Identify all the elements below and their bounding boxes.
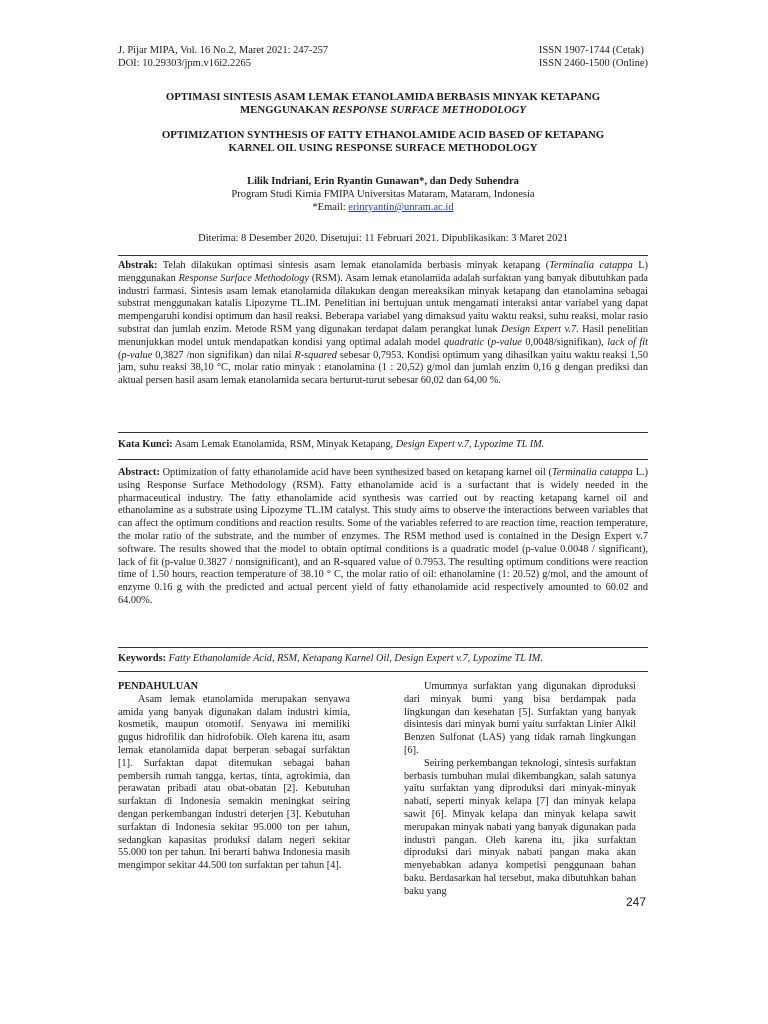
journal-info: J. Pijar MIPA, Vol. 16 No.2, Maret 2021: 247-257: [118, 45, 329, 56]
abstract-english: [118, 467, 648, 608]
abstrak-text: 0,0048/signifikan),: [521, 336, 608, 348]
kata-kunci-label: Kata Kunci:: [118, 439, 173, 450]
abstrak-text: 0,3827 /non signifikan) dan nilai: [152, 349, 295, 361]
abstrak-text: quadratic: [444, 336, 485, 348]
abstrak: [118, 260, 648, 388]
abstrak-text: Telah dilakukan optimasi sintesis asam lemak etanolamida berbasis minyak ketapang (: [157, 260, 550, 271]
body-paragraph: Seiring perkembangan teknologi, sintesis surfaktan berbasis tumbuhan mulai dikembangkan, salah satunya yaitu surfaktan yang diproduksi dari minyak-minyak nabati, seperti minyak kelapa [7] dan minyak kelapa sawit [6]. Minyak kelapa dan minyak kelapa sawit merupakan minyak nabati yang banyak digunakan pada industri pangan. Oleh karena itu, jika surfaktan diproduksi dari minyak nabati pangan maka akan menyebabkan adanya kompetisi penggunaan bahan baku. Berdasarkan hal tersebut, maka dibutuhkan bahan baku yang: [404, 757, 636, 897]
abstrak-text: Design Expert v.7: [500, 323, 577, 335]
divider: [118, 255, 648, 256]
abstrak-text: Terminalia catappa: [549, 260, 633, 271]
title-id-line2-a: MENGGUNAKAN: [239, 104, 333, 116]
abstrak-text: p-value: [121, 349, 153, 361]
page-number: 247: [626, 895, 647, 909]
body-column-right: [404, 681, 636, 899]
title-id-line2-b: RESPONSE SURFACE METHODOLOGY: [332, 104, 527, 116]
title-indonesian: [118, 91, 648, 117]
body-column-left: [118, 681, 350, 873]
abstrak-label: Abstrak:: [118, 260, 158, 271]
divider: [118, 459, 648, 460]
abstrak-text: p-value: [491, 336, 522, 348]
body-paragraph: Asam lemak etanolamida merupakan senyawa amida yang banyak digunakan dalam industri kimia, kosmetik, maupun otomotif. Senyawa ini memiliki gugus hidrofilik dan hidrofobik. Oleh karena itu, asam lemak etanolamida dapat berperan sebagai surfaktan [1]. Surfaktan dapat ditemukan sebagai bahan pembersih rumah tangga, kertas, tinta, agrokimia, dan perawatan pribadi atau obat-obatan [2]. Kebutuhan surfaktan di Indonesia semakin meningkat seiring dengan perkembangan industri deterjen [3]. Kebutuhan surfaktan di Indonesia sekitar 95.000 ton per tahun, sedangkan kapasitas produksi dalam negeri sekitar 55.000 ton per tahun. Ini berarti bahwa Indonesia masih mengimpor sekitar 44.500 ton surfaktan per tahun [4].: [118, 693, 350, 872]
keywords-label: Keywords:: [118, 653, 167, 664]
affiliation: Program Studi Kimia FMIPA Universitas Mataram, Mataram, Indonesia: [231, 189, 535, 200]
issn-header: [539, 44, 648, 70]
abstract-label: Abstract:: [118, 467, 160, 478]
abstract-text: L.) using Response Surface Methodology (RSM). Fatty ethanolamide acid is a surfactant that is widely needed in the pharmaceutical industry. The fatty ethanolamide acid synthesis was carried out by reacting ketapang karnel oil and ethanolamine as a substrate using Lipozyme TL.IM catalyst. This study aims to observe the interactions between variables that can affect the optimum conditions and reaction results. Some of the variables referred to are reaction time, reaction temperature, the molar ratio of the substrate, and the number of enzymes. The RSM method used is contained in the Design Expert v.7 software. The results showed that the model to obtain optimal conditions is a quadratic model (p-value 0.0048 / significant), lack of fit (p-value 0.3827 / nonsignificant), and an R-squared value of 0.7953. The resulting optimum conditions were reaction time of 1.50 hours, reaction temperature of 38.10 ° C, the molar ratio of oil: ethanolamine (1: 20.52) g/mol, and the amount of enzyme 0.16 g with the predicted and actual percent yield of fatty ethanolamide acid respectively amounted to 60.02 and 64.00%.: [118, 467, 648, 606]
title-en-line2: KARNEL OIL USING RESPONSE SURFACE METHODOLOGY: [228, 142, 538, 154]
abstract-text: Optimization of fatty ethanolamide acid have been synthesized based on ketapang karnel oil (: [159, 467, 552, 478]
abstrak-text: L) menggunakan: [118, 260, 648, 284]
abstrak-text: lack of fit: [607, 336, 648, 348]
abstrak-text: R-squared: [294, 349, 337, 361]
issn-online: ISSN 2460-1500 (Online): [538, 58, 648, 69]
author-block: [118, 175, 648, 214]
abstrak-text: . Hasil penelitian menunjukkan model untuk mendapatkan kondisi yang optimal adalah model: [118, 323, 648, 348]
title-english: [118, 129, 648, 155]
title-en-line1: OPTIMIZATION SYNTHESIS OF FATTY ETHANOLAMIDE ACID BASED OF KETAPANG: [161, 129, 605, 141]
abstrak-text: (RSM). Asam lemak etanolamida adalah surfaktan yang banyak dibutuhkan pada industri farmasi. Sintesis asam lemak etanolamida dilakukan dengan mereaksikan minyak ketapang dan etanolamina sebagai substrat menggunakan katalis Lipozyme TL.IM. Penelitian ini bertujuan untuk mengamati interaksi antar variabel yang dapat mempengaruhi kondisi optimum dan hasil reaksi. Beberapa variabel yang dimaksud yaitu waktu reaksi, suhu reaksi, molar rasio substrat dan jumlah enzim. Metode RSM yang digunakan terdapat dalam perangkat lunak: [118, 272, 648, 335]
kata-kunci-text: Asam Lemak Etanolamida, RSM, Minyak Ketapang,: [172, 439, 396, 450]
abstract-text: Terminalia catappa: [551, 467, 633, 478]
body-paragraph: Umumnya surfaktan yang digunakan diproduksi dari minyak bumi yang bisa berdampak pada lingkungan dan kesehatan [5]. Surfaktan yang banyak disintesis dari minyak bumi yaitu surfaktan Linier Alkil Benzen Sulfonat (LAS) yang tidak ramah lingkungan [6].: [404, 681, 636, 756]
email-link[interactable]: erinryantin@unram.ac.id: [348, 202, 454, 213]
abstrak-text: (: [118, 349, 122, 361]
divider: [118, 671, 648, 672]
title-id-line1: OPTIMASI SINTESIS ASAM LEMAK ETANOLAMIDA BERBASIS MINYAK KETAPANG: [165, 91, 601, 103]
email-line: [118, 201, 648, 214]
divider: [118, 647, 648, 648]
issn-print: ISSN 1907-1744 (Cetak): [538, 45, 644, 56]
abstrak-text: (: [484, 336, 491, 348]
journal-citation-header: [118, 44, 328, 70]
title-id-line2: [118, 104, 648, 117]
section-heading: PENDAHULUAN: [118, 681, 199, 692]
keywords-text: Fatty Ethanolamide Acid, RSM, Ketapang Karnel Oil, Design Expert v.7, Lypozime TL IM.: [166, 653, 543, 664]
abstrak-text: sebesar 0,7953. Kondisi optimum yang dihasilkan yaitu waktu reaksi 1,50 jam, suhu reaksi 38,10 °C, molar ratio minyak : etanolamina (1 : 20,52) g/mol dan jumlah enzim 0,16 g dengan prediksi dan aktual persen hasil asam lemak etanolamida secara berturut-turut sebesar 60,02 dan 64,00 %.: [118, 349, 648, 387]
kata-kunci: [118, 439, 648, 452]
kata-kunci-text: Design Expert v.7, Lypozime TL IM.: [395, 439, 545, 450]
doi: DOI: 10.29303/jpm.v16i2.2265: [118, 58, 251, 69]
abstrak-text: Response Surface Methodology: [178, 272, 309, 284]
keywords: [118, 653, 648, 666]
publication-dates: Diterima: 8 Desember 2020. Disetujui: 11 Februari 2021. Dipublikasikan: 3 Maret 2021: [198, 233, 568, 244]
divider: [118, 432, 648, 433]
email-label: *Email:: [312, 202, 349, 213]
author-names: Lilik Indriani, Erin Ryantin Gunawan*, dan Dedy Suhendra: [247, 176, 519, 187]
